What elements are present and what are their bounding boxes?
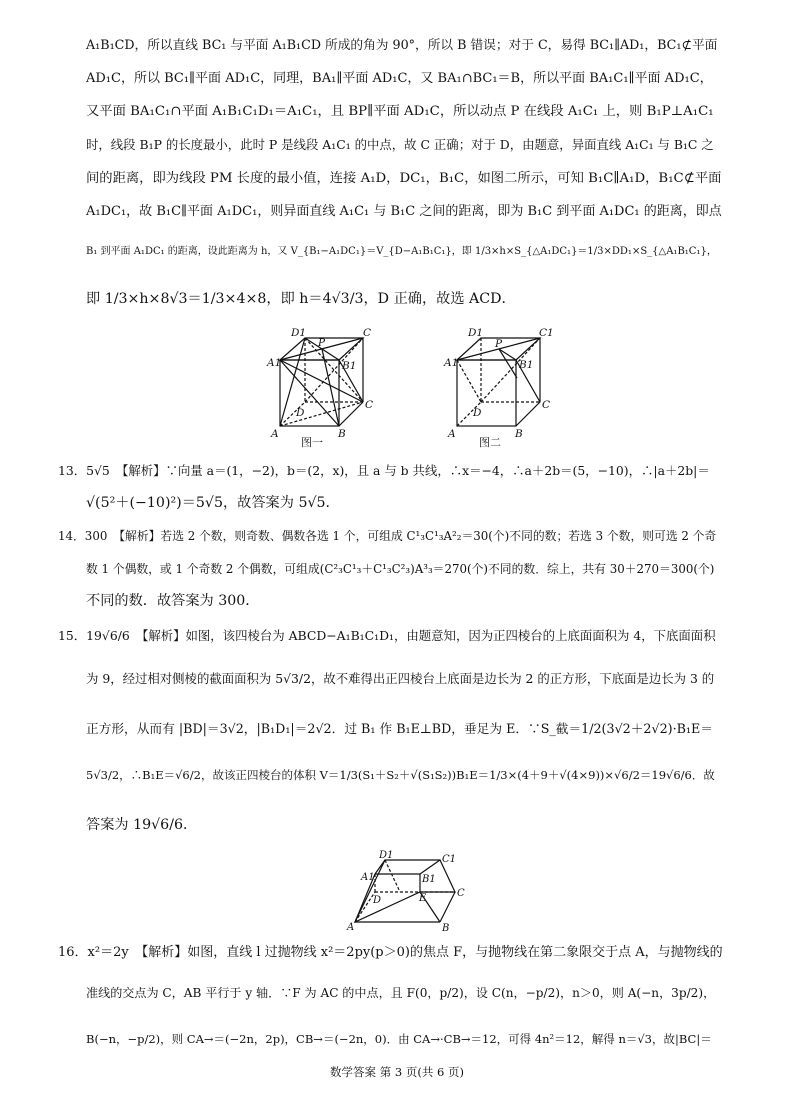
label-c1: C1 [539, 327, 554, 339]
label-c-lower: C [365, 399, 374, 411]
text-line: 间的距离，即为线段 PM 长度的最小值，连接 A₁D，DC₁，B₁C，如图二所示，可知 B₁C∥A₁D，B₁C⊄平面 [86, 171, 722, 186]
label-b1: B1 [519, 359, 534, 371]
label-d1: D1 [468, 327, 484, 339]
answer-13: 13．5√5 【解析】∵向量 a＝(1，−2)，b＝(2，x)，且 a 与 b 共线，∴x＝−4，∴a＋2b＝(5，−10)，∴|a＋2b|＝ [58, 463, 710, 478]
label-b: B [338, 428, 346, 440]
text-line: A₁B₁CD，所以直线 BC₁ 与平面 A₁B₁CD 所成的角为 90°，所以 B 错误；对于 C，易得 BC₁∥AD₁，BC₁⊄平面 [86, 37, 718, 52]
text-line: B(−n，−p/2)，则 CA→＝(−2n，2p)，CB→＝(−2n，0)．由 CA→·CB→＝12，可得 4n²＝12，解得 n＝√3，故|BC|＝ [86, 1032, 712, 1046]
text-line: B₁ 到平面 A₁DC₁ 的距离，设此距离为 h，又 V_{B₁−A₁DC₁}＝V_{D−A₁B₁C₁}，即 1/3×h×S_{△A₁DC₁}＝1/3×DD₁×S_{△A₁B₁C₁}， [86, 246, 717, 257]
answer-16: 16．x²＝2y 【解析】如图，直线 l 过抛物线 x²＝2py(p＞0)的焦点 F，与抛物线在第二象限交于点 A，与抛物线的 [58, 945, 723, 960]
text-line: 准线的交点为 C，AB 平行于 y 轴．∵F 为 AC 的中点，且 F(0，p/2)，设 C(n，−p/2)，n＞0，则 A(−n，3p/2)， [86, 986, 716, 1000]
label-a: A [347, 922, 355, 932]
label-c: C [363, 327, 372, 339]
text-line: 即 1/3×h×8√3＝1/3×4×8，即 h＝4√3/3，D 正确，故选 ACD． [86, 291, 516, 307]
answer-14: 14．300 【解析】若选 2 个数，则奇数、偶数各选 1 个，可组成 C¹₃C¹₃A²₂＝30(个)不同的数；若选 3 个数，则可选 2 个奇 [58, 529, 717, 543]
text-line: A₁DC₁，故 B₁C∥平面 A₁DC₁，则异面直线 A₁C₁ 与 B₁C 之间的距离，即为 B₁C 到平面 A₁DC₁ 的距离，即点 [86, 204, 722, 219]
label-a: A [448, 428, 456, 440]
label-p: P [495, 338, 503, 350]
figure-one [280, 338, 363, 426]
label-b1: B1 [422, 874, 436, 885]
label-d: D [373, 895, 382, 906]
frustum-figure [345, 848, 475, 932]
text-line: √(5²＋(−10)²)＝5√5，故答案为 5√5． [86, 495, 340, 511]
text-line: 正方形，从而有 |BD|＝3√2，|B₁D₁|＝2√2．过 B₁ 作 B₁E⊥BD，垂足为 E．∵S_截＝1/2(3√2＋2√2)·B₁E＝ [86, 721, 713, 736]
figure-two [457, 338, 540, 426]
label-a1: A1 [361, 872, 375, 883]
text-line: AD₁C，所以 BC₁∥平面 AD₁C，同理，BA₁∥平面 AD₁C，又 BA₁∩BC₁＝B，所以平面 BA₁C₁∥平面 AD₁C， [86, 71, 713, 86]
label-a1: A1 [444, 357, 459, 369]
answer-15: 15．19√6/6 【解析】如图，该四棱台为 ABCD−A₁B₁C₁D₁，由题意知，因为正四棱台的上底面面积为 4，下底面面积 [58, 628, 716, 643]
label-c: C [542, 399, 551, 411]
label-d: D [296, 407, 305, 419]
label-p: P [318, 337, 326, 349]
label-b: B [515, 428, 523, 440]
label-d: D [473, 407, 482, 419]
label-e: E [419, 893, 427, 904]
figures-row [255, 320, 585, 452]
text-line: 数 1 个偶数，或 1 个奇数 2 个偶数，可组成(C²₃C¹₃＋C¹₃C²₃)A³₃＝270(个)不同的数．综上，共有 30＋270＝300(个) [86, 562, 715, 576]
text-line: 不同的数．故答案为 300． [86, 593, 260, 609]
figure-one-caption: 图一 [301, 436, 323, 449]
label-b1: B1 [342, 360, 357, 372]
page-footer: 数学答案 第 3 页(共 6 页) [330, 1065, 464, 1079]
label-c: C [457, 888, 465, 899]
text-line: 时，线段 B₁P 的长度最小，此时 P 是线段 A₁C₁ 的中点，故 C 正确；对于 D，由题意，异面直线 A₁C₁ 与 B₁C 之 [86, 137, 714, 152]
label-a: A [271, 428, 279, 440]
figure-two-caption: 图二 [479, 436, 501, 449]
label-b: B [442, 923, 450, 932]
text-line: 答案为 19√6/6． [86, 817, 198, 833]
text-line: 5√3/2，∴B₁E＝√6/2，故该正四棱台的体积 V＝1/3(S₁＋S₂＋√(S₁S₂))B₁E＝1/3×(4＋9＋√(4×9))×√6/2＝19√6/6．故 [86, 768, 715, 782]
text-line: 又平面 BA₁C₁∩平面 A₁B₁C₁D₁＝A₁C₁，且 BP∥平面 AD₁C，所以动点 P 在线段 A₁C₁ 上，则 B₁P⊥A₁C₁ [86, 104, 714, 119]
text-line: 为 9，经过相对侧棱的截面面积为 5√3/2，故不难得出正四棱台上底面是边长为 2 的正方形，下底面是边长为 3 的 [86, 671, 715, 686]
label-d1: D1 [379, 850, 394, 861]
label-c1: C1 [442, 854, 457, 865]
label-d1: D1 [291, 327, 307, 339]
label-a1: A1 [267, 357, 282, 369]
